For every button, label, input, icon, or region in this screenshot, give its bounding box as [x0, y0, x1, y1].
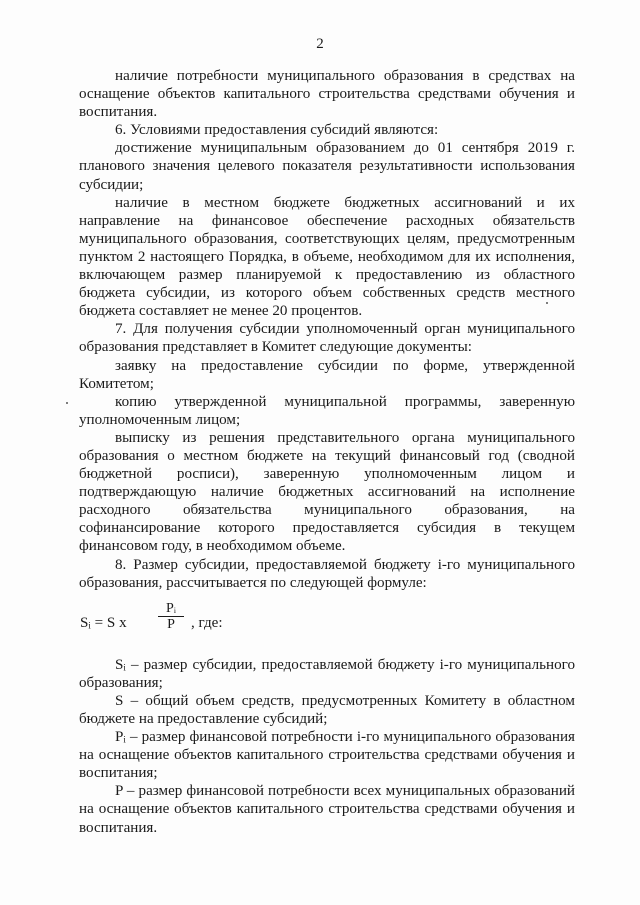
paragraph-formula-intro: 8. Размер субсидии, предоставляемой бюджету i-го муниципального образования, рассчитывается по следующей формуле: [79, 556, 575, 591]
formula-denominator: P [167, 616, 175, 632]
definition-pi: Pᵢ – размер финансовой потребности i-го муниципального образования на оснащение объектов капитального строительства средствами обучения и воспитания; [79, 729, 575, 782]
page-number: 2 [316, 36, 324, 52]
formula-tail: , где: [191, 614, 223, 631]
definition-s: S – общий объем средств, предусмотренных Комитету в областном бюджете на предоставление субсидий; [79, 692, 575, 727]
formula-numerator: Pᵢ [158, 601, 184, 617]
definition-si: Sᵢ – размер субсидии, предоставляемой бюджету i-го муниципального образования; [79, 656, 575, 691]
paragraph-condition-budget: наличие в местном бюджете бюджетных ассигнований и их направление на финансовое обеспечение расходных обязательств муниципального образования, соответствующих целям, предусмотренным пунктом 2 настоящего Порядка, в объеме, необходимом для их исполнения, включающем размер планируемой к предоставлению из областного бюджета субсидии, из которого объем собственных средств местного бюджета составляет не менее 20 процентов. [79, 194, 575, 320]
paragraph-documents-heading: 7. Для получения субсидии уполномоченный орган муниципального образования представляет в Комитет следующие документы: [79, 321, 575, 356]
formula-lhs: Sᵢ = S х [80, 614, 127, 631]
scan-speck [546, 302, 548, 304]
paragraph-doc-program-copy: копию утвержденной муниципальной программы, заверенную уполномоченным лицом; [79, 393, 575, 428]
definition-p: P – размер финансовой потребности всех муниципальных образований на оснащение объектов капитального строительства средствами обучения и воспитания. [79, 783, 575, 836]
subsidy-formula [79, 600, 575, 650]
paragraph-doc-decision-extract: выписку из решения представительного органа муниципального образования о местном бюджете на текущий финансовый год (сводной бюджетной росписи), заверенную уполномоченным лицом и подтверждающую наличие бюджетных ассигнований на исполнение расходного обязательства муниципального образования, на софинансирование которого предоставляется субсидия в текущем финансовом году, в необходимом объеме. [79, 429, 575, 555]
paragraph-conditions-heading: 6. Условиями предоставления субсидий являются: [115, 122, 439, 139]
paragraph-need: наличие потребности муниципального образования в средствах на оснащение объектов капитального строительства средствами обучения и воспитания. [79, 68, 575, 121]
formula-fraction [158, 601, 184, 632]
paragraph-doc-application: заявку на предоставление субсидии по форме, утвержденной Комитетом; [79, 357, 575, 392]
document-body [79, 67, 575, 837]
scan-speck [66, 402, 68, 404]
paragraph-condition-achievement: достижение муниципальным образованием до 01 сентября 2019 г. планового значения целевого показателя результативности использования субсидии; [79, 140, 575, 193]
